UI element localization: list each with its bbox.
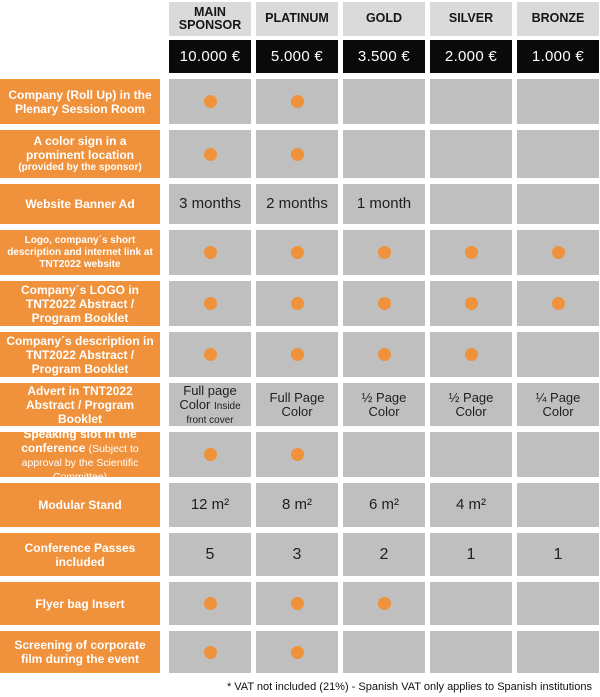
feature-label-text: Modular Stand (38, 498, 122, 512)
tier-cell-platinum (256, 483, 338, 527)
included-dot-icon (204, 297, 217, 310)
tier-cell-silver (430, 230, 512, 275)
tier-header-row (0, 2, 600, 36)
included-dot-icon (465, 297, 478, 310)
tier-price-row (0, 40, 600, 73)
tier-cell-bronze (517, 383, 599, 426)
tier-header-silver: SILVER (430, 2, 512, 36)
tier-price-main-sponsor: 10.000 € (169, 40, 251, 73)
tier-cell-value: 3 (292, 545, 302, 563)
tier-cell-silver (430, 383, 512, 426)
included-dot-icon (204, 246, 217, 259)
tier-cell-gold (343, 332, 425, 377)
feature-label (0, 483, 160, 527)
tier-cell-bronze (517, 432, 599, 477)
tier-cell-gold (343, 281, 425, 326)
tier-cell-gold (343, 631, 425, 673)
tier-cell-gold (343, 184, 425, 224)
tier-cell-main-sponsor (169, 483, 251, 527)
feature-label-text: Advert in TNT2022 Abstract / Program Booklet (25, 383, 135, 426)
header-spacer (0, 2, 160, 36)
tier-cell-value: 2 months (266, 195, 328, 212)
included-dot-icon (378, 348, 391, 361)
tier-cell-main-sponsor (169, 383, 251, 426)
tier-cell-platinum (256, 79, 338, 124)
included-dot-icon (552, 297, 565, 310)
tier-cell-main-sponsor (169, 230, 251, 275)
tier-cell-main-sponsor (169, 533, 251, 576)
tier-cell-bronze (517, 332, 599, 377)
tier-cell-bronze (517, 281, 599, 326)
tier-cell-value: 8 m² (282, 496, 312, 513)
tier-cell-value: ½ Page Color (448, 389, 494, 419)
feature-sublabel: (Subject to approval by the Scientific Committee) (21, 442, 139, 483)
tier-cell-main-sponsor (169, 79, 251, 124)
tier-cell-note: Inside front cover (186, 400, 241, 426)
tier-cell-gold (343, 130, 425, 178)
tier-cell-silver (430, 130, 512, 178)
feature-label (0, 281, 160, 326)
tier-cell-main-sponsor (169, 184, 251, 224)
tier-cell-value: 2 (379, 545, 389, 563)
feature-label-text: Screening of corporate film during the event (14, 638, 146, 666)
tier-cell-platinum (256, 130, 338, 178)
feature-row (0, 582, 600, 625)
included-dot-icon (291, 148, 304, 161)
feature-label-text: Conference Passes included (24, 540, 136, 569)
tier-cell-gold (343, 432, 425, 477)
included-dot-icon (378, 597, 391, 610)
tier-cell-main-sponsor (169, 631, 251, 673)
feature-label (0, 130, 160, 178)
tier-cell-bronze (517, 631, 599, 673)
included-dot-icon (291, 297, 304, 310)
vat-footnote: * VAT not included (21%) - Spanish VAT only applies to Spanish institutions (226, 681, 592, 693)
included-dot-icon (291, 646, 304, 659)
tier-cell-platinum (256, 432, 338, 477)
tier-cell-silver (430, 184, 512, 224)
tier-header-main-sponsor: MAIN SPONSOR (169, 2, 251, 36)
tier-price-platinum: 5.000 € (256, 40, 338, 73)
included-dot-icon (291, 597, 304, 610)
feature-label-text: Company (Roll Up) in the Plenary Session Room (8, 87, 152, 116)
tier-cell-value: ½ Page Color (361, 389, 407, 419)
included-dot-icon (378, 297, 391, 310)
tier-price-silver: 2.000 € (430, 40, 512, 73)
tier-cell-bronze (517, 533, 599, 576)
included-dot-icon (378, 246, 391, 259)
tier-cell-silver (430, 281, 512, 326)
feature-label-text: Logo, company´s short description and internet link at TNT2022 website (7, 234, 153, 270)
feature-row (0, 79, 600, 124)
feature-label (0, 426, 160, 483)
tier-cell-bronze (517, 184, 599, 224)
feature-label-text: Speaking slot in the conference (Subject to approval by the Scientific Committee) (21, 426, 139, 483)
feature-row (0, 184, 600, 224)
tier-cell-value: 6 m² (369, 496, 399, 513)
tier-price-gold: 3.500 € (343, 40, 425, 73)
feature-label-text: Website Banner Ad (25, 197, 135, 211)
tier-cell-main-sponsor (169, 130, 251, 178)
tier-cell-silver (430, 483, 512, 527)
tier-cell-platinum (256, 281, 338, 326)
tier-cell-platinum (256, 332, 338, 377)
feature-row (0, 483, 600, 527)
feature-row (0, 230, 600, 275)
tier-cell-value: Full page Color Inside front cover (179, 382, 241, 426)
tier-cell-silver (430, 79, 512, 124)
price-spacer (0, 40, 160, 73)
feature-label-text: A color sign in a prominent location (26, 134, 134, 162)
feature-label (0, 533, 160, 576)
included-dot-icon (204, 597, 217, 610)
tier-cell-value: 1 (466, 545, 476, 563)
tier-cell-bronze (517, 230, 599, 275)
feature-label (0, 184, 160, 224)
tier-cell-silver (430, 332, 512, 377)
feature-label (0, 383, 160, 426)
included-dot-icon (465, 246, 478, 259)
feature-label-text: Company´s description in TNT2022 Abstract / Program Booklet (6, 333, 154, 376)
included-dot-icon (204, 448, 217, 461)
tier-cell-value: 3 months (179, 195, 241, 212)
tier-cell-platinum (256, 230, 338, 275)
tier-cell-value: ¼ Page Color (535, 389, 581, 419)
tier-cell-gold (343, 582, 425, 625)
tier-cell-value: 12 m² (190, 496, 230, 513)
tier-cell-main-sponsor (169, 432, 251, 477)
included-dot-icon (291, 246, 304, 259)
tier-cell-silver (430, 582, 512, 625)
feature-sublabel: (provided by the sponsor) (18, 162, 142, 173)
included-dot-icon (552, 246, 565, 259)
feature-label (0, 79, 160, 124)
tier-cell-value: 5 (205, 545, 215, 563)
tier-price-bronze: 1.000 € (517, 40, 599, 73)
tier-cell-platinum (256, 184, 338, 224)
feature-label (0, 230, 160, 275)
tier-cell-gold (343, 230, 425, 275)
tier-cell-silver (430, 631, 512, 673)
feature-row (0, 533, 600, 576)
tier-cell-gold (343, 79, 425, 124)
tier-cell-platinum (256, 582, 338, 625)
tier-cell-value: 1 (553, 545, 563, 563)
tier-cell-platinum (256, 383, 338, 426)
tier-cell-bronze (517, 582, 599, 625)
tier-cell-platinum (256, 631, 338, 673)
feature-label (0, 582, 160, 625)
included-dot-icon (291, 448, 304, 461)
feature-label (0, 332, 160, 377)
feature-label (0, 631, 160, 673)
tier-cell-value: 1 month (356, 195, 412, 212)
feature-row (0, 383, 600, 426)
tier-header-platinum: PLATINUM (256, 2, 338, 36)
included-dot-icon (465, 348, 478, 361)
tier-cell-silver (430, 533, 512, 576)
feature-row (0, 281, 600, 326)
tier-cell-value: Full Page Color (269, 389, 325, 419)
tier-header-gold: GOLD (343, 2, 425, 36)
included-dot-icon (291, 348, 304, 361)
tier-cell-bronze (517, 483, 599, 527)
tier-cell-platinum (256, 533, 338, 576)
tier-cell-gold (343, 533, 425, 576)
included-dot-icon (204, 95, 217, 108)
included-dot-icon (204, 646, 217, 659)
tier-cell-gold (343, 483, 425, 527)
feature-label-text: Flyer bag Insert (35, 596, 125, 611)
included-dot-icon (291, 95, 304, 108)
tier-cell-main-sponsor (169, 332, 251, 377)
included-dot-icon (204, 148, 217, 161)
feature-row (0, 130, 600, 178)
feature-row (0, 631, 600, 673)
tier-cell-bronze (517, 79, 599, 124)
tier-cell-value: 4 m² (456, 496, 486, 513)
included-dot-icon (204, 348, 217, 361)
feature-rows (0, 79, 600, 673)
feature-row (0, 332, 600, 377)
tier-cell-gold (343, 383, 425, 426)
tier-header-bronze: BRONZE (517, 2, 599, 36)
feature-row (0, 426, 600, 483)
tier-cell-bronze (517, 130, 599, 178)
tier-cell-main-sponsor (169, 582, 251, 625)
tier-cell-main-sponsor (169, 281, 251, 326)
feature-label-text: Company´s LOGO in TNT2022 Abstract / Program Booklet (20, 282, 139, 325)
tier-cell-silver (430, 432, 512, 477)
